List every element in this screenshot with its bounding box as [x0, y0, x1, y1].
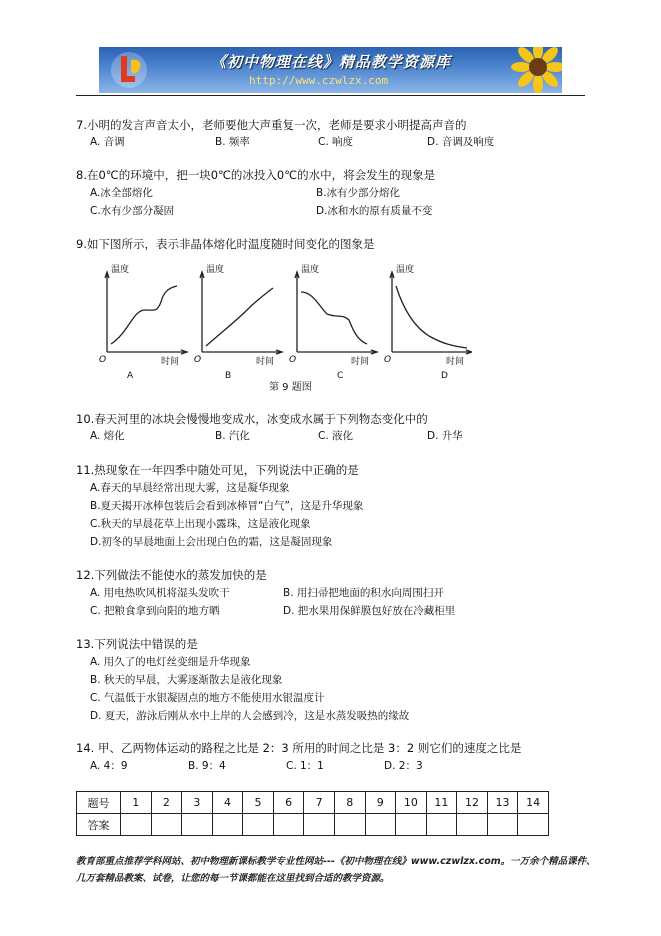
- question-13-option-b: B. 秋天的早晨，大雾逐渐散去是液化现象: [90, 674, 283, 686]
- question-14-option-c: C. 1：1: [286, 760, 324, 772]
- question-11-option-d: D.初冬的早晨地面上会出现白色的霜，这是凝固现象: [90, 536, 333, 548]
- answer-table-answer-header: 答案: [77, 814, 121, 836]
- answer-cell[interactable]: [396, 814, 427, 836]
- question-11-option-a: A.春天的早晨经常出现大雾，这是凝华现象: [90, 482, 290, 494]
- question-11-stem: 11.热现象在一年四季中随处可见，下列说法中正确的是: [76, 463, 359, 477]
- question-12-option-a: A. 用电热吹风机将湿头发吹干: [90, 587, 230, 599]
- question-13-stem: 13.下列说法中错误的是: [76, 637, 198, 651]
- question-10-stem: 10.春天河里的冰块会慢慢地变成水，冰变成水属于下列物态变化中的: [76, 412, 428, 426]
- question-12-stem: 12.下列做法不能使水的蒸发加快的是: [76, 568, 267, 582]
- figure-x-label-b: 时间: [256, 357, 275, 367]
- page-footer: [76, 853, 596, 887]
- question-11-option-b: B.夏天揭开冰棒包装后会看到冰棒冒“白气”，这是升华现象: [90, 500, 364, 512]
- answer-table-number-header: 题号: [77, 792, 121, 814]
- question-7-option-a: A. 音调: [90, 136, 125, 148]
- question-8-option-b: B.冰有少部分熔化: [316, 187, 401, 199]
- question-7-option-c: C. 响度: [318, 136, 354, 148]
- answer-cell[interactable]: [273, 814, 304, 836]
- question-10-option-b: B. 汽化: [215, 430, 250, 442]
- sunflower-icon: [498, 47, 562, 93]
- answer-cell[interactable]: [426, 814, 457, 836]
- answer-cell[interactable]: [334, 814, 365, 836]
- question-number-cell: 2: [151, 792, 182, 814]
- figure-x-label-d: 时间: [446, 357, 465, 367]
- question-number-cell: 7: [304, 792, 335, 814]
- answer-cell[interactable]: [212, 814, 243, 836]
- question-number-cell: 11: [426, 792, 457, 814]
- answer-cell[interactable]: [304, 814, 335, 836]
- header-rule: [76, 95, 585, 96]
- question-10-option-c: C. 液化: [318, 430, 354, 442]
- figure-y-label-b: 温度: [206, 265, 225, 275]
- question-number-cell: 9: [365, 792, 396, 814]
- question-number-cell: 12: [457, 792, 488, 814]
- answer-cell[interactable]: [151, 814, 182, 836]
- question-7-stem: 7.小明的发言声音太小，老师要他大声重复一次，老师是要求小明提高声音的: [76, 118, 467, 132]
- figure-panel-d-label: D: [441, 371, 448, 381]
- answer-table-number-row: [77, 792, 549, 814]
- banner-title: 《初中物理在线》精品教学资源库: [211, 53, 452, 71]
- question-12-option-d: D. 把水果用保鲜膜包好放在冷藏柜里: [283, 605, 456, 617]
- question-8-option-d: D.冰和水的原有质量不变: [316, 205, 433, 217]
- footer-line-1: 教育部重点推荐学科网站、初中物理新课标教学专业性网站---《初中物理在线》www.czwlzx.com。一万余个精品课件、: [76, 856, 596, 867]
- question-13-option-a: A. 用久了的电灯丝变细是升华现象: [90, 656, 251, 668]
- question-12-option-b: B. 用扫帚把地面的积水向周围扫开: [283, 587, 444, 599]
- answer-cell[interactable]: [457, 814, 488, 836]
- answer-cell[interactable]: [243, 814, 274, 836]
- question-7-option-b: B. 频率: [215, 136, 250, 148]
- figure-panel-b-label: B: [225, 371, 232, 381]
- answer-cell[interactable]: [487, 814, 518, 836]
- question-7-option-d: D. 音调及响度: [427, 136, 495, 148]
- answer-cell[interactable]: [182, 814, 213, 836]
- figure-origin-b: O: [194, 355, 202, 365]
- answer-cell[interactable]: [365, 814, 396, 836]
- figure-origin-a: O: [99, 355, 107, 365]
- question-number-cell: 5: [243, 792, 274, 814]
- answer-cell[interactable]: [518, 814, 549, 836]
- figure-caption: 第 9 题图: [269, 382, 312, 393]
- question-8-option-a: A.冰全部熔化: [90, 187, 153, 199]
- question-14-option-a: A. 4：9: [90, 760, 128, 772]
- question-9-stem: 9.如下图所示，表示非晶体熔化时温度随时间变化的图象是: [76, 237, 375, 251]
- question-9-figure: [97, 262, 472, 394]
- question-number-cell: 4: [212, 792, 243, 814]
- answer-table-answer-row: [77, 814, 549, 836]
- question-8-option-c: C.水有少部分凝固: [90, 205, 175, 217]
- site-logo-icon: [109, 50, 149, 90]
- figure-y-label-d: 温度: [396, 265, 415, 275]
- question-number-cell: 14: [518, 792, 549, 814]
- figure-y-label-c: 温度: [301, 265, 320, 275]
- question-number-cell: 13: [487, 792, 518, 814]
- question-8-stem: 8.在0℃的环境中，把一块0℃的冰投入0℃的水中，将会发生的现象是: [76, 168, 436, 182]
- question-number-cell: 8: [334, 792, 365, 814]
- figure-panel-a-label: A: [127, 371, 134, 381]
- question-number-cell: 1: [121, 792, 152, 814]
- figure-panel-c-label: C: [337, 371, 344, 381]
- figure-origin-c: O: [289, 355, 297, 365]
- answer-table: [76, 791, 549, 836]
- question-number-cell: 6: [273, 792, 304, 814]
- question-number-cell: 3: [182, 792, 213, 814]
- answer-cell[interactable]: [121, 814, 152, 836]
- question-13-option-c: C. 气温低于水银凝固点的地方不能使用水银温度计: [90, 692, 325, 704]
- question-14-option-b: B. 9：4: [188, 760, 226, 772]
- footer-line-2: 几万套精品教案、试卷，让您的每一节课都能在这里找到合适的教学资源。: [76, 873, 390, 884]
- figure-origin-d: O: [384, 355, 392, 365]
- question-14-option-d: D. 2：3: [384, 760, 423, 772]
- question-10-option-a: A. 熔化: [90, 430, 125, 442]
- figure-x-label-c: 时间: [351, 357, 370, 367]
- question-14-stem: 14. 甲、乙两物体运动的路程之比是 2：3 所用的时间之比是 3：2 则它们的速度之比是: [76, 741, 522, 755]
- question-11-option-c: C.秋天的早晨花草上出现小露珠，这是液化现象: [90, 518, 311, 530]
- figure-x-label-a: 时间: [161, 357, 180, 367]
- header-banner: [99, 47, 562, 93]
- question-10-option-d: D. 升华: [427, 430, 463, 442]
- question-number-cell: 10: [396, 792, 427, 814]
- question-13-option-d: D. 夏天，游泳后刚从水中上岸的人会感到冷，这是水蒸发吸热的缘故: [90, 710, 410, 722]
- question-12-option-c: C. 把粮食拿到向阳的地方晒: [90, 605, 220, 617]
- banner-url[interactable]: http://www.czwlzx.com: [249, 74, 389, 87]
- figure-y-label-a: 温度: [111, 265, 130, 275]
